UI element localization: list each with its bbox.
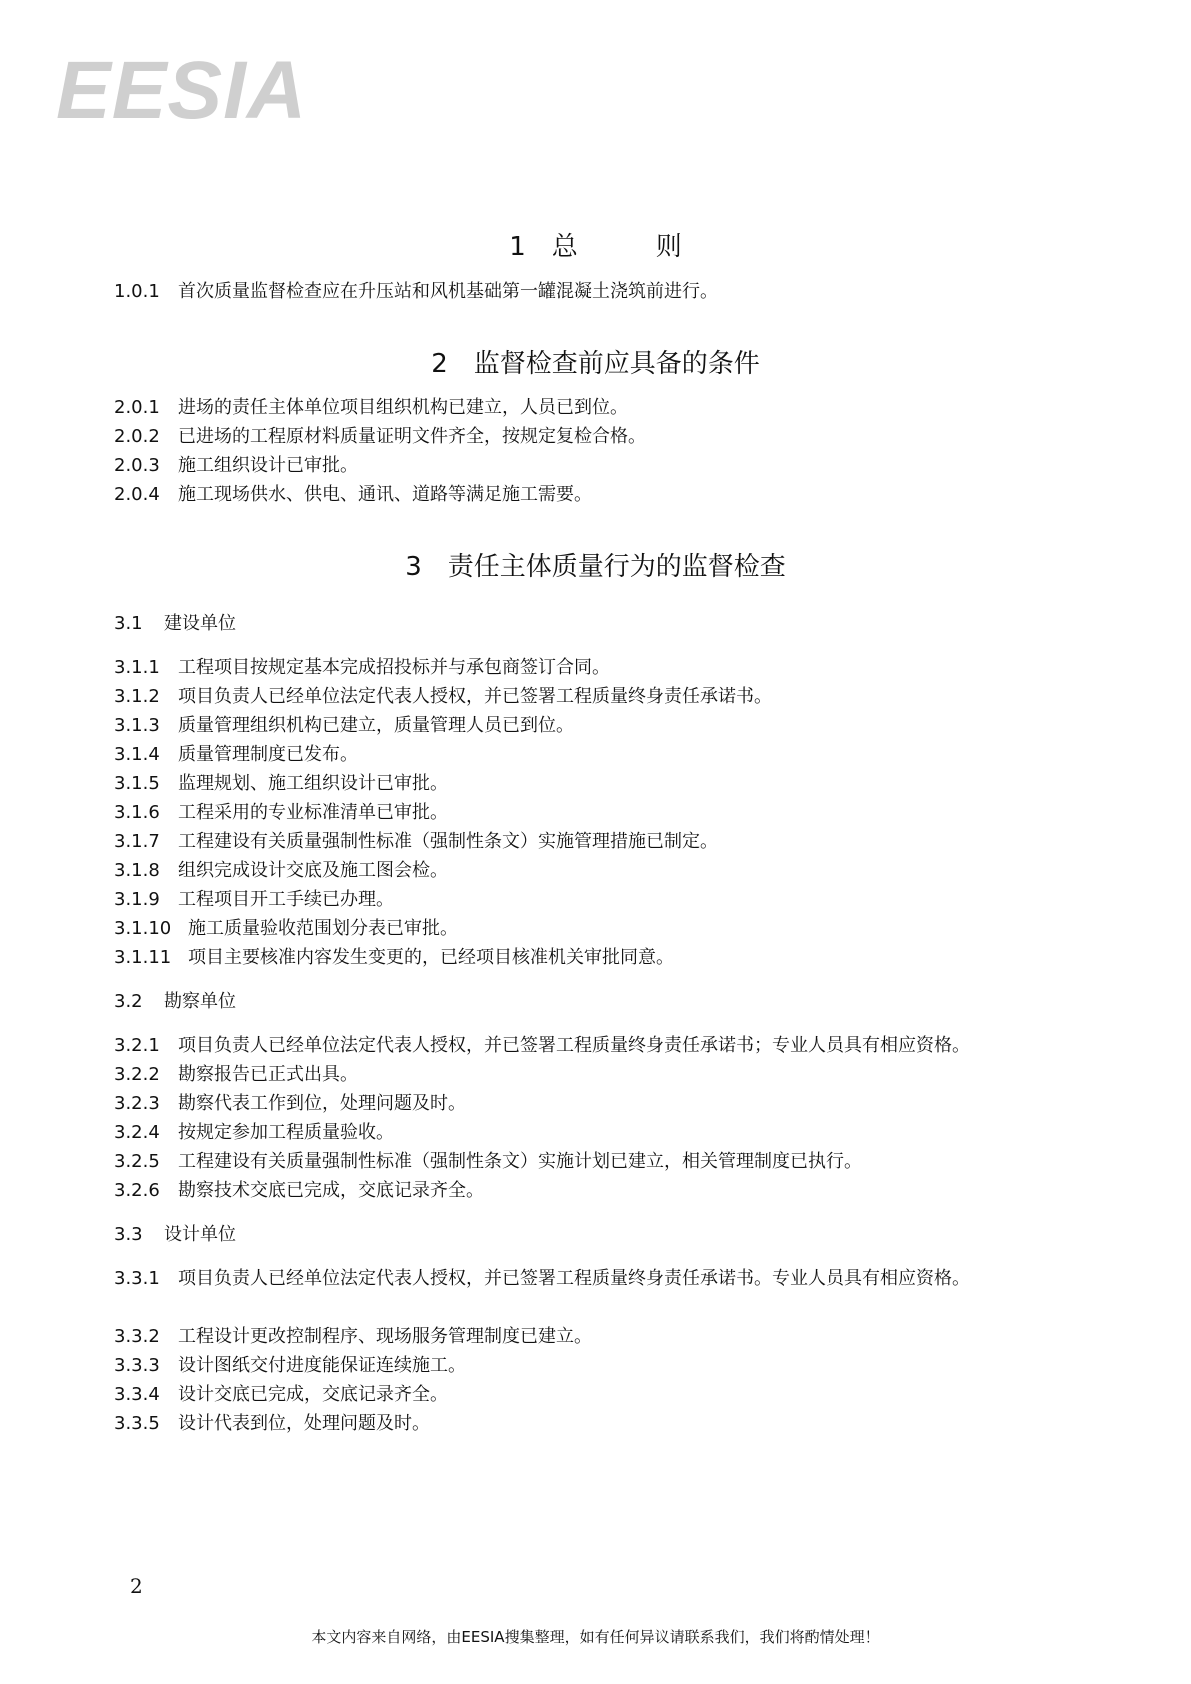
clause xyxy=(114,276,1074,307)
clause-text: 勘察报告已正式出具。 xyxy=(178,1064,358,1085)
footer-disclaimer: 本文内容来自网络，由EESIA搜集整理，如有任何异议请联系我们，我们将酌情处理！ xyxy=(311,1628,880,1646)
clause-text: 设计交底已完成，交底记录齐全。 xyxy=(178,1384,448,1405)
clause-number: 3.1.4 xyxy=(114,744,160,765)
clause xyxy=(114,1146,1074,1177)
clause-number: 3.3.5 xyxy=(114,1413,160,1434)
section-title: 勘察单位 xyxy=(164,991,236,1012)
section-3-3-heading xyxy=(114,1219,1074,1250)
clause xyxy=(114,739,1074,770)
clause-text: 勘察技术交底已完成，交底记录齐全。 xyxy=(178,1180,484,1201)
clause-number: 3.2.1 xyxy=(114,1035,160,1056)
clause-text: 质量管理组织机构已建立，质量管理人员已到位。 xyxy=(178,715,574,736)
clause-number: 3.3.1 xyxy=(114,1268,160,1289)
clause-number: 3.2.3 xyxy=(114,1093,160,1114)
clause-text: 项目负责人已经单位法定代表人授权，并已签署工程质量终身责任承诺书；专业人员具有相应资格。 xyxy=(178,1035,970,1056)
clause-text: 质量管理制度已发布。 xyxy=(178,744,358,765)
clause-number: 3.1.1 xyxy=(114,657,160,678)
section-number: 3.3 xyxy=(114,1224,143,1245)
clause xyxy=(114,1117,1074,1148)
clause-text: 勘察代表工作到位，处理问题及时。 xyxy=(178,1093,466,1114)
clause-text: 项目负责人已经单位法定代表人授权，并已签署工程质量终身责任承诺书。 xyxy=(178,686,772,707)
clause xyxy=(114,710,1074,741)
clause-number: 1.0.1 xyxy=(114,281,160,302)
clause-text: 施工组织设计已审批。 xyxy=(178,455,358,476)
section-number: 3.2 xyxy=(114,991,143,1012)
section-3-1-heading xyxy=(114,608,1074,639)
clause-number: 3.3.4 xyxy=(114,1384,160,1405)
section-title: 建设单位 xyxy=(164,613,236,634)
clause-number: 2.0.4 xyxy=(114,484,160,505)
chapter-3-heading xyxy=(0,550,1191,584)
section-3-2-heading xyxy=(114,986,1074,1017)
section-number: 3.1 xyxy=(114,613,143,634)
clause xyxy=(114,479,1074,510)
clause-number: 2.0.3 xyxy=(114,455,160,476)
clause xyxy=(114,797,1074,828)
clause xyxy=(114,1350,1074,1381)
clause xyxy=(114,768,1074,799)
chapter-number: 2 xyxy=(431,349,448,379)
clause xyxy=(114,1408,1074,1439)
clause-text: 首次质量监督检查应在升压站和风机基础第一罐混凝土浇筑前进行。 xyxy=(178,281,718,302)
clause-number: 3.1.5 xyxy=(114,773,160,794)
clause-text: 工程建设有关质量强制性标准（强制性条文）实施管理措施已制定。 xyxy=(178,831,718,852)
clause-text: 组织完成设计交底及施工图会检。 xyxy=(178,860,448,881)
clause-number: 3.1.6 xyxy=(114,802,160,823)
clause-number: 3.3.3 xyxy=(114,1355,160,1376)
clause xyxy=(114,652,1074,683)
clause-number: 3.1.10 xyxy=(114,918,172,939)
clause-number: 3.2.2 xyxy=(114,1064,160,1085)
clause-number: 3.2.5 xyxy=(114,1151,160,1172)
section-title: 设计单位 xyxy=(164,1224,236,1245)
clause-number: 3.1.8 xyxy=(114,860,160,881)
clause-number: 3.1.3 xyxy=(114,715,160,736)
eesia-logo: EESIA xyxy=(56,45,308,136)
chapter-number: 1 xyxy=(509,232,526,262)
clause-text: 工程建设有关质量强制性标准（强制性条文）实施计划已建立，相关管理制度已执行。 xyxy=(178,1151,862,1172)
clause xyxy=(114,1088,1074,1119)
clause xyxy=(114,1379,1074,1410)
clause xyxy=(114,392,1074,423)
clause-text: 工程设计更改控制程序、现场服务管理制度已建立。 xyxy=(178,1326,592,1347)
clause-text: 按规定参加工程质量验收。 xyxy=(178,1122,394,1143)
clause-text: 施工质量验收范围划分表已审批。 xyxy=(188,918,458,939)
clause xyxy=(114,884,1074,915)
chapter-title: 责任主体质量行为的监督检查 xyxy=(447,552,786,582)
chapter-number: 3 xyxy=(405,552,422,582)
clause-text: 监理规划、施工组织设计已审批。 xyxy=(178,773,448,794)
clause-text: 工程项目按规定基本完成招投标并与承包商签订合同。 xyxy=(178,657,610,678)
clause xyxy=(114,1030,1074,1061)
page-number: 2 xyxy=(130,1574,143,1598)
clause xyxy=(114,826,1074,857)
chapter-1-heading xyxy=(0,230,1191,264)
clause xyxy=(114,1059,1074,1090)
clause-text: 工程采用的专业标准清单已审批。 xyxy=(178,802,448,823)
clause-text: 项目主要核准内容发生变更的，已经项目核准机关审批同意。 xyxy=(188,947,674,968)
clause-number: 3.2.6 xyxy=(114,1180,160,1201)
clause-text: 工程项目开工手续已办理。 xyxy=(178,889,394,910)
clause-number: 3.3.2 xyxy=(114,1326,160,1347)
clause xyxy=(114,855,1074,886)
chapter-title: 总 则 xyxy=(551,232,682,262)
clause xyxy=(114,942,1074,973)
clause-number: 3.1.11 xyxy=(114,947,172,968)
clause xyxy=(114,1175,1074,1206)
clause-number: 3.1.7 xyxy=(114,831,160,852)
clause xyxy=(114,681,1074,712)
clause-number: 2.0.1 xyxy=(114,397,160,418)
clause-number: 3.1.9 xyxy=(114,889,160,910)
clause xyxy=(114,1321,1074,1352)
clause-number: 2.0.2 xyxy=(114,426,160,447)
clause xyxy=(114,421,1074,452)
clause-text: 设计代表到位，处理问题及时。 xyxy=(178,1413,430,1434)
chapter-2-heading xyxy=(0,347,1191,381)
clause-text: 已进场的工程原材料质量证明文件齐全，按规定复检合格。 xyxy=(178,426,646,447)
clause-text: 进场的责任主体单位项目组织机构已建立，人员已到位。 xyxy=(178,397,628,418)
clause-text: 设计图纸交付进度能保证连续施工。 xyxy=(178,1355,466,1376)
clause-number: 3.1.2 xyxy=(114,686,160,707)
clause xyxy=(114,1263,986,1294)
clause xyxy=(114,450,1074,481)
clause xyxy=(114,913,1074,944)
chapter-title: 监督检查前应具备的条件 xyxy=(473,349,760,379)
clause-number: 3.2.4 xyxy=(114,1122,160,1143)
clause-text: 项目负责人已经单位法定代表人授权，并已签署工程质量终身责任承诺书。专业人员具有相应资格。 xyxy=(178,1268,970,1289)
clause-text: 施工现场供水、供电、通讯、道路等满足施工需要。 xyxy=(178,484,592,505)
